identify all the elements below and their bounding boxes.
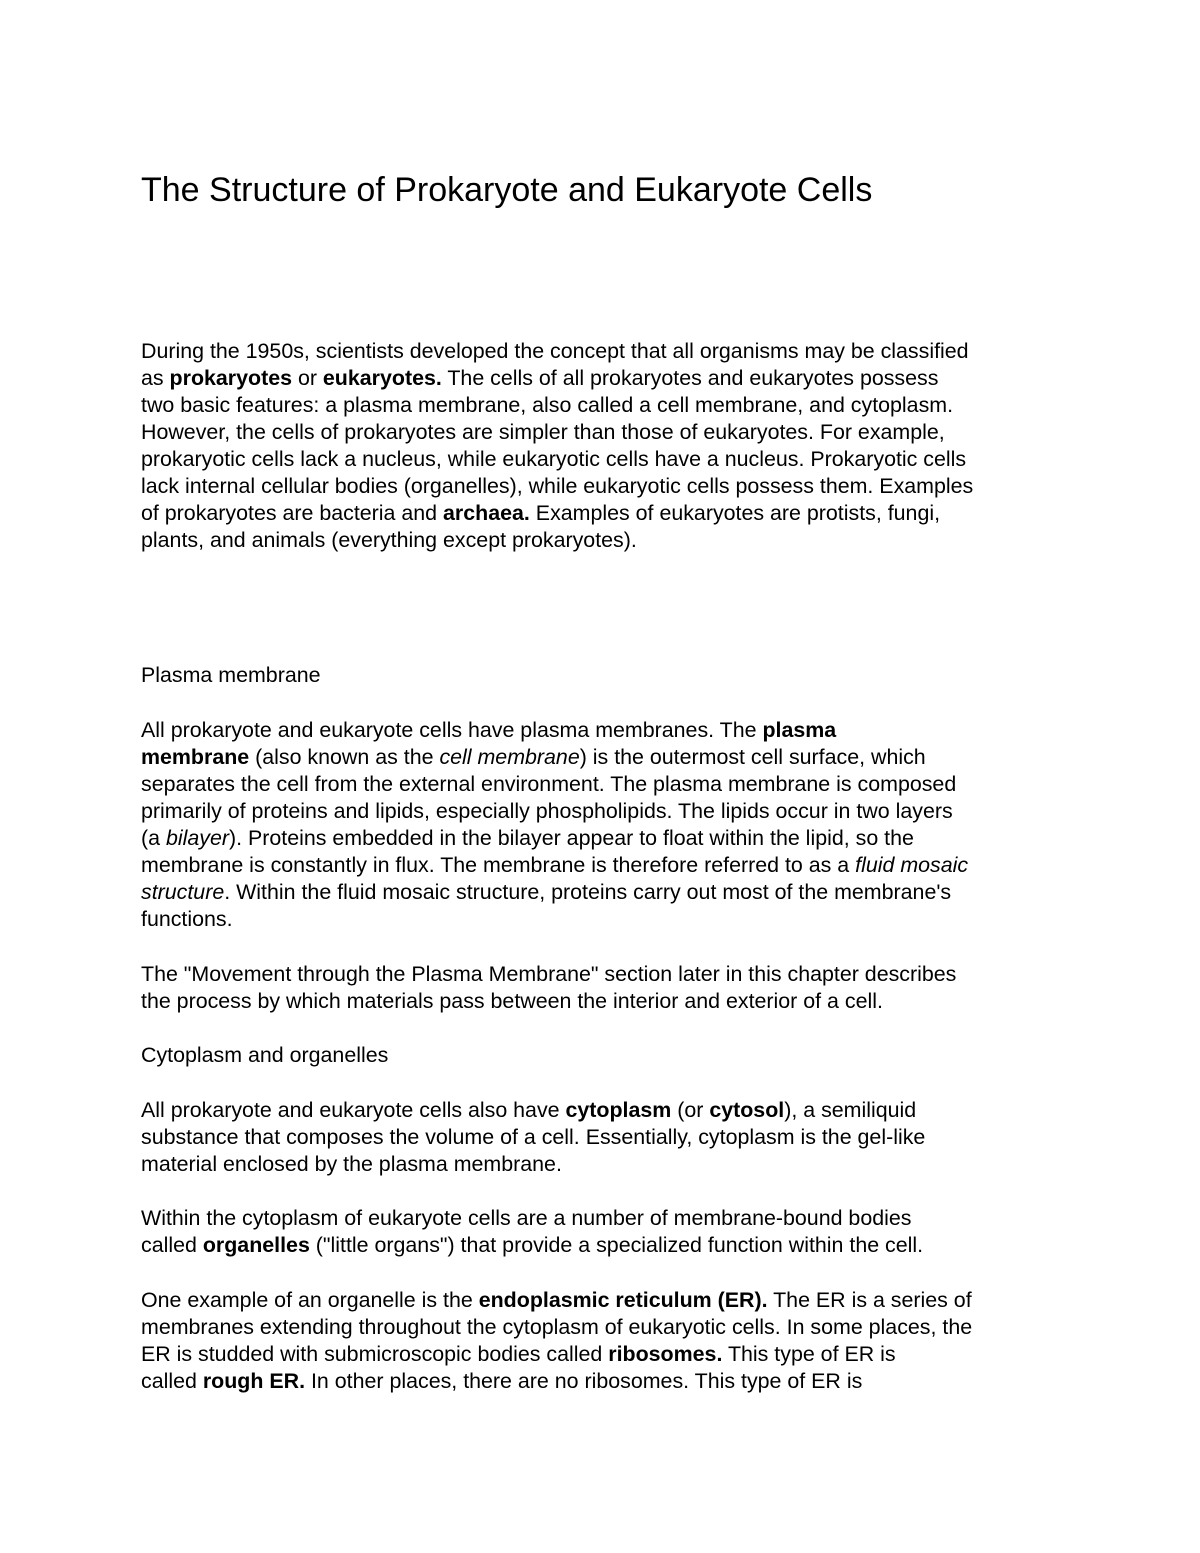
term-cytoplasm: cytoplasm — [565, 1098, 672, 1122]
cyto3-line-1: One example of an organelle is the endoplasmic reticulum (ER). The ER is a series of — [141, 1288, 972, 1312]
cytoplasm-paragraph-1 — [141, 1097, 1066, 1178]
term-eukaryotes: eukaryotes. — [322, 366, 442, 390]
cyto-line-2: substance that composes the volume of a cell. Essentially, cytoplasm is the gel-like — [141, 1125, 926, 1149]
plasma-line-8: functions. — [141, 907, 233, 931]
cyto2-line-1: Within the cytoplasm of eukaryote cells are a number of membrane-bound bodies — [141, 1206, 912, 1230]
plasma-line-1: All prokaryote and eukaryote cells have plasma membranes. The plasma — [141, 718, 837, 742]
intro-line-3: two basic features: a plasma membrane, also called a cell membrane, and cytoplasm. — [141, 393, 954, 417]
intro-line-6: lack internal cellular bodies (organelles), while eukaryotic cells possess them. Examples — [141, 474, 974, 498]
plasma-paragraph-1 — [141, 717, 1066, 933]
term-prokaryotes: prokaryotes — [169, 366, 292, 390]
cyto3-line-4: called rough ER. In other places, there are no ribosomes. This type of ER is — [141, 1369, 863, 1393]
term-fluid-mosaic: fluid mosaic — [855, 853, 969, 877]
cyto-line-1: All prokaryote and eukaryote cells also have cytoplasm (or cytosol), a semiliquid — [141, 1098, 917, 1122]
plasma-line-5: (a bilayer). Proteins embedded in the bilayer appear to float within the lipid, so the — [141, 826, 914, 850]
plasma2-line-1: The "Movement through the Plasma Membrane" section later in this chapter describes — [141, 962, 957, 986]
cyto-line-3: material enclosed by the plasma membrane. — [141, 1152, 562, 1176]
intro-line-2: as prokaryotes or eukaryotes. The cells of all prokaryotes and eukaryotes possess — [141, 366, 939, 390]
term-cytosol: cytosol — [709, 1098, 785, 1122]
intro-line-4: However, the cells of prokaryotes are simpler than those of eukaryotes. For example, — [141, 420, 945, 444]
intro-line-8: plants, and animals (everything except prokaryotes). — [141, 528, 637, 552]
plasma-line-4: primarily of proteins and lipids, especially phospholipids. The lipids occur in two layers — [141, 799, 953, 823]
intro-paragraph — [141, 338, 1066, 554]
section-heading-plasma-membrane: Plasma membrane — [141, 663, 321, 687]
plasma-paragraph-2 — [141, 961, 1066, 1015]
plasma-line-7: structure. Within the fluid mosaic structure, proteins carry out most of the membrane's — [141, 880, 952, 904]
term-membrane: membrane — [141, 745, 250, 769]
section-heading-cytoplasm: Cytoplasm and organelles — [141, 1043, 389, 1067]
plasma-line-3: separates the cell from the external environment. The plasma membrane is composed — [141, 772, 957, 796]
term-rough-er: rough ER. — [202, 1369, 306, 1393]
term-archaea: archaea. — [443, 501, 530, 525]
intro-line-1: During the 1950s, scientists developed the concept that all organisms may be classified — [141, 339, 969, 363]
term-ribosomes: ribosomes. — [608, 1342, 723, 1366]
intro-line-7: of prokaryotes are bacteria and archaea. Examples of eukaryotes are protists, fungi, — [141, 501, 941, 525]
cyto3-line-3: ER is studded with submicroscopic bodies called ribosomes. This type of ER is — [141, 1342, 896, 1366]
term-structure: structure — [141, 880, 225, 904]
plasma2-line-2: the process by which materials pass between the interior and exterior of a cell. — [141, 989, 883, 1013]
cyto3-line-2: membranes extending throughout the cytoplasm of eukaryotic cells. In some places, the — [141, 1315, 973, 1339]
intro-line-5: prokaryotic cells lack a nucleus, while eukaryotic cells have a nucleus. Prokaryotic cells — [141, 447, 967, 471]
plasma-line-6: membrane is constantly in flux. The membrane is therefore referred to as a fluid mosaic — [141, 853, 969, 877]
term-cell-membrane: cell membrane — [439, 745, 580, 769]
document-title: The Structure of Prokaryote and Eukaryote Cells — [141, 171, 873, 209]
plasma-line-2: membrane (also known as the cell membrane) is the outermost cell surface, which — [141, 745, 926, 769]
cytoplasm-paragraph-3 — [141, 1287, 1066, 1395]
term-endoplasmic-reticulum: endoplasmic reticulum (ER). — [478, 1288, 768, 1312]
cyto2-line-2: called organelles ("little organs") that provide a specialized function within the cell. — [141, 1233, 924, 1257]
term-organelles: organelles — [202, 1233, 310, 1257]
term-plasma: plasma — [762, 718, 837, 742]
term-bilayer: bilayer — [165, 826, 229, 850]
cytoplasm-paragraph-2 — [141, 1205, 1066, 1259]
